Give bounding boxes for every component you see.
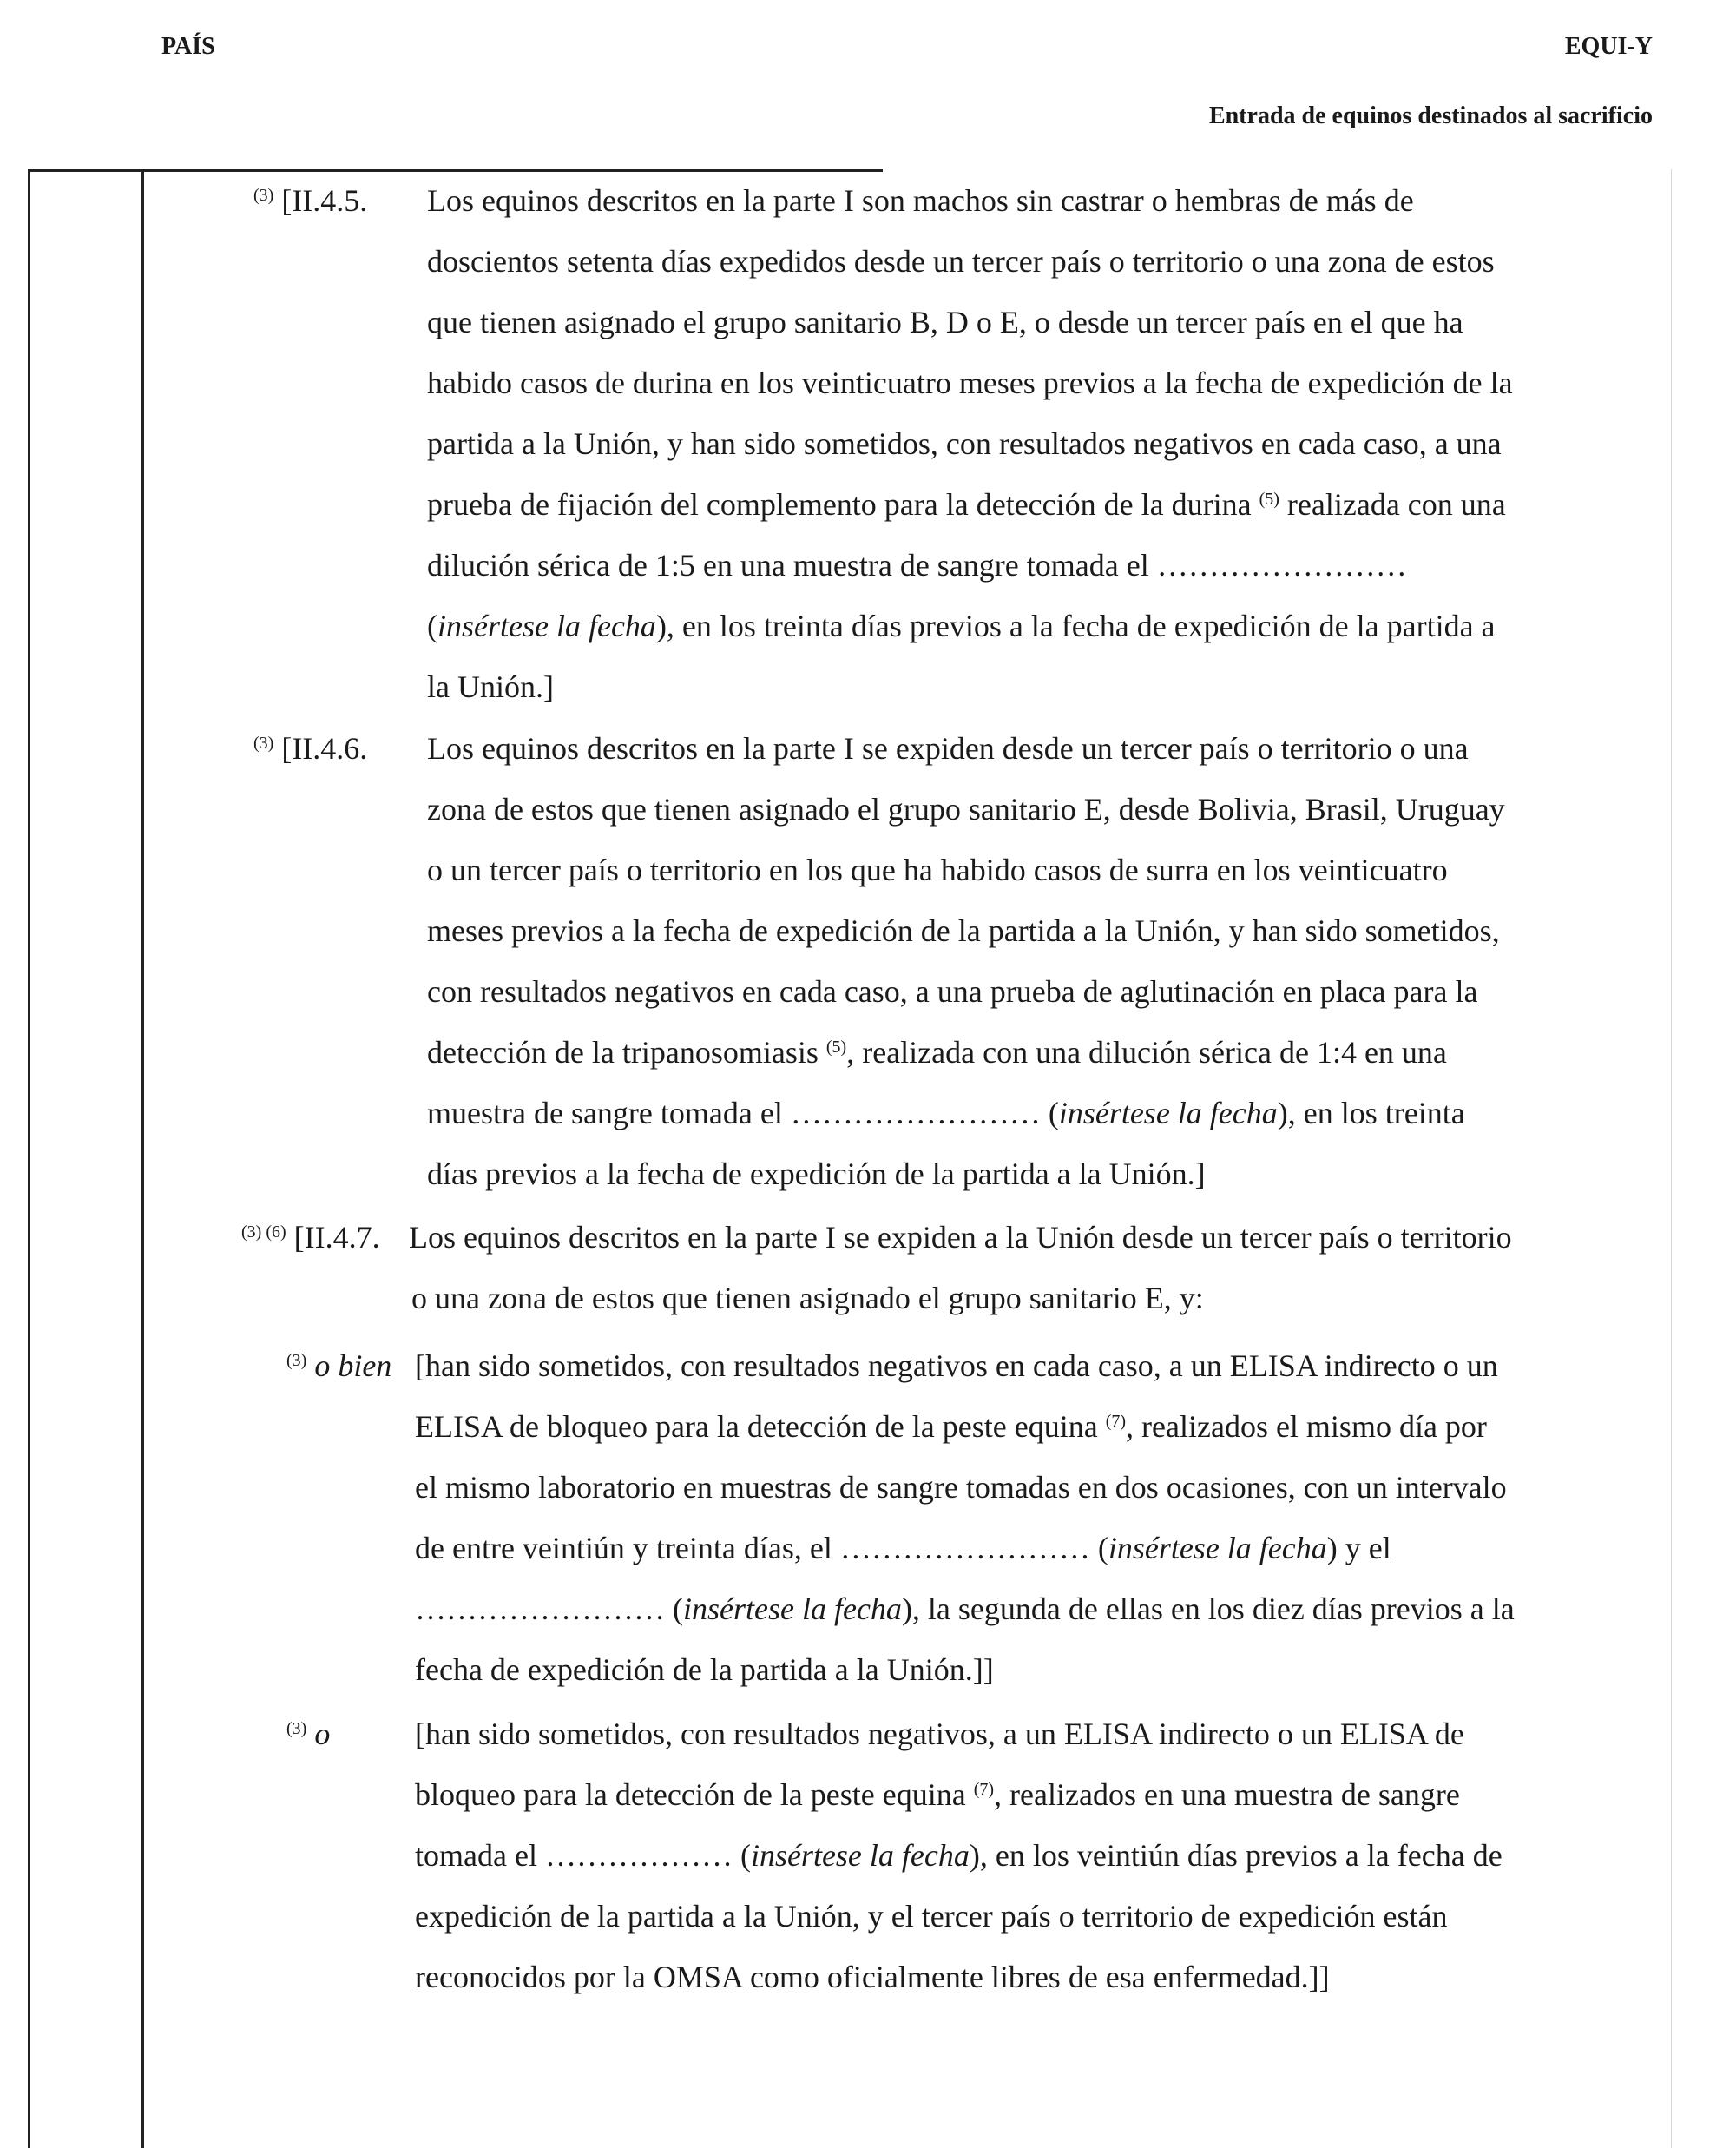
text-run: bloqueo para la detección de la peste equina bbox=[415, 1777, 966, 1812]
text-run: , realizada con una dilución sérica de 1:4 en una bbox=[846, 1035, 1447, 1070]
section-number: [II.4.7. bbox=[293, 1220, 380, 1255]
text-line: la Unión.] bbox=[427, 669, 554, 704]
text-line: Los equinos descritos en la parte I son machos sin castrar o hembras de más de bbox=[427, 183, 1414, 218]
text-line: con resultados negativos en cada caso, a una prueba de aglutinación en placa para la bbox=[427, 974, 1478, 1009]
text-line: días previos a la fecha de expedición de la partida a la Unión.] bbox=[427, 1156, 1206, 1191]
country-label: PAÍS bbox=[161, 33, 215, 60]
footnote-ref: (5) bbox=[1259, 490, 1279, 509]
date-placeholder-note: insértese la fecha bbox=[1108, 1531, 1327, 1565]
text-line: reconocidos por la OMSA como oficialmente libres de esa enfermedad.]] bbox=[415, 1960, 1330, 1994]
text-run: ), la segunda de ellas en los diez días previos a la bbox=[901, 1591, 1515, 1626]
footnote-ref: (5) bbox=[825, 1038, 847, 1057]
date-placeholder-note: insértese la fecha bbox=[1058, 1096, 1278, 1130]
footnote-ref: (3) bbox=[253, 186, 274, 205]
text-line: doscientos setenta días expedidos desde un tercer país o territorio o una zona de estos bbox=[427, 244, 1495, 279]
text-run: detección de la tripanosomiasis bbox=[427, 1035, 819, 1070]
text-line: partida a la Unión, y han sido sometidos, con resultados negativos en cada caso, a una bbox=[427, 426, 1502, 461]
text-line: Los equinos descritos en la parte I se expiden desde un tercer país o territorio o una bbox=[427, 731, 1469, 766]
date-placeholder-note: insértese la fecha bbox=[437, 609, 656, 643]
table-left-rule bbox=[28, 169, 30, 2148]
text-line: o una zona de estos que tienen asignado el grupo sanitario E, y: bbox=[411, 1281, 1204, 1315]
text-run: ), en los treinta días previos a la fecha de expedición de la partida a bbox=[655, 609, 1496, 643]
option-word: o bbox=[314, 1716, 331, 1751]
text-line bbox=[415, 1825, 1665, 1886]
footnote-ref: (3) bbox=[286, 1719, 307, 1738]
text-line: habido casos de durina en los veinticuatro meses previos a la fecha de expedición de la bbox=[427, 366, 1513, 400]
text-line: fecha de expedición de la partida a la Unión.]] bbox=[415, 1652, 994, 1687]
text-line bbox=[427, 474, 1660, 535]
text-run: …………………… ( bbox=[415, 1591, 683, 1626]
paragraph-label bbox=[241, 1207, 380, 1268]
text-run: ), en los treinta bbox=[1277, 1096, 1465, 1130]
section-number: [II.4.6. bbox=[281, 731, 368, 766]
text-line: expedición de la partida a la Unión, y el tercer país o territorio de expedición están bbox=[415, 1899, 1448, 1934]
text-run: prueba de fijación del complemento para la detección de la durina bbox=[427, 487, 1252, 522]
text-line bbox=[427, 596, 1660, 656]
option-body bbox=[415, 1335, 1665, 1700]
text-line: Los equinos descritos en la parte I se expiden a la Unión desde un tercer país o territorio bbox=[409, 1220, 1512, 1255]
certificate-subtitle: Entrada de equinos destinados al sacrificio bbox=[1208, 102, 1653, 129]
paragraph-body bbox=[427, 170, 1660, 717]
certificate-code: EQUI-Y bbox=[1564, 33, 1653, 60]
text-run: ( bbox=[427, 609, 437, 643]
text-run: muestra de sangre tomada el …………………… ( bbox=[427, 1096, 1059, 1130]
text-run: ), en los veintiún días previos a la fecha de bbox=[969, 1838, 1503, 1873]
text-run: , realizados en una muestra de sangre bbox=[994, 1777, 1460, 1812]
text-line: dilución sérica de 1:5 en una muestra de sangre tomada el …………………… bbox=[427, 548, 1407, 583]
text-line: que tienen asignado el grupo sanitario B, D o E, o desde un tercer país en el que ha bbox=[427, 305, 1463, 339]
text-run: , realizados el mismo día por bbox=[1126, 1409, 1487, 1444]
text-line bbox=[427, 1022, 1660, 1083]
text-line bbox=[415, 1578, 1665, 1639]
text-line: el mismo laboratorio en muestras de sangre tomadas en dos ocasiones, con un intervalo bbox=[415, 1470, 1507, 1505]
footnote-ref: (3) (6) bbox=[241, 1222, 286, 1242]
option-label bbox=[286, 1335, 391, 1396]
text-line: [han sido sometidos, con resultados negativos, a un ELISA indirecto o un ELISA de bbox=[415, 1716, 1464, 1751]
footnote-ref: (3) bbox=[253, 734, 274, 753]
section-number: [II.4.5. bbox=[281, 183, 368, 218]
option-word: o bien bbox=[314, 1348, 392, 1383]
text-line bbox=[415, 1518, 1665, 1578]
text-run: realizada con una bbox=[1286, 487, 1506, 522]
footnote-ref: (7) bbox=[973, 1780, 995, 1799]
text-run: ELISA de bloqueo para la detección de la peste equina bbox=[415, 1409, 1098, 1444]
text-run: de entre veintiún y treinta días, el …………………… ( bbox=[415, 1531, 1108, 1565]
footnote-ref: (7) bbox=[1105, 1412, 1127, 1431]
text-line: meses previos a la fecha de expedición de la partida a la Unión, y han sido sometidos, bbox=[427, 913, 1500, 948]
footnote-ref: (3) bbox=[286, 1351, 307, 1370]
text-run: ) y el bbox=[1326, 1531, 1391, 1565]
paragraph-label bbox=[253, 170, 367, 231]
paragraph-body bbox=[427, 718, 1660, 1204]
option-label bbox=[286, 1703, 330, 1764]
paragraph-body bbox=[409, 1207, 1667, 1328]
text-line: o un tercer país o territorio en los que ha habido casos de surra en los veinticuatro bbox=[427, 853, 1448, 887]
table-column-rule bbox=[141, 169, 144, 2148]
text-line bbox=[415, 1396, 1665, 1457]
date-placeholder-note: insértese la fecha bbox=[683, 1591, 902, 1626]
option-body bbox=[415, 1703, 1665, 2007]
text-line bbox=[415, 1764, 1665, 1825]
text-line: zona de estos que tienen asignado el grupo sanitario E, desde Bolivia, Brasil, Uruguay bbox=[427, 792, 1505, 827]
table-right-rule bbox=[1671, 169, 1672, 2148]
text-line bbox=[427, 1083, 1660, 1143]
date-placeholder-note: insértese la fecha bbox=[750, 1838, 970, 1873]
text-run: tomada el ……………… ( bbox=[415, 1838, 751, 1873]
paragraph-label bbox=[253, 718, 367, 779]
text-line: [han sido sometidos, con resultados negativos en cada caso, a un ELISA indirecto o un bbox=[415, 1348, 1498, 1383]
